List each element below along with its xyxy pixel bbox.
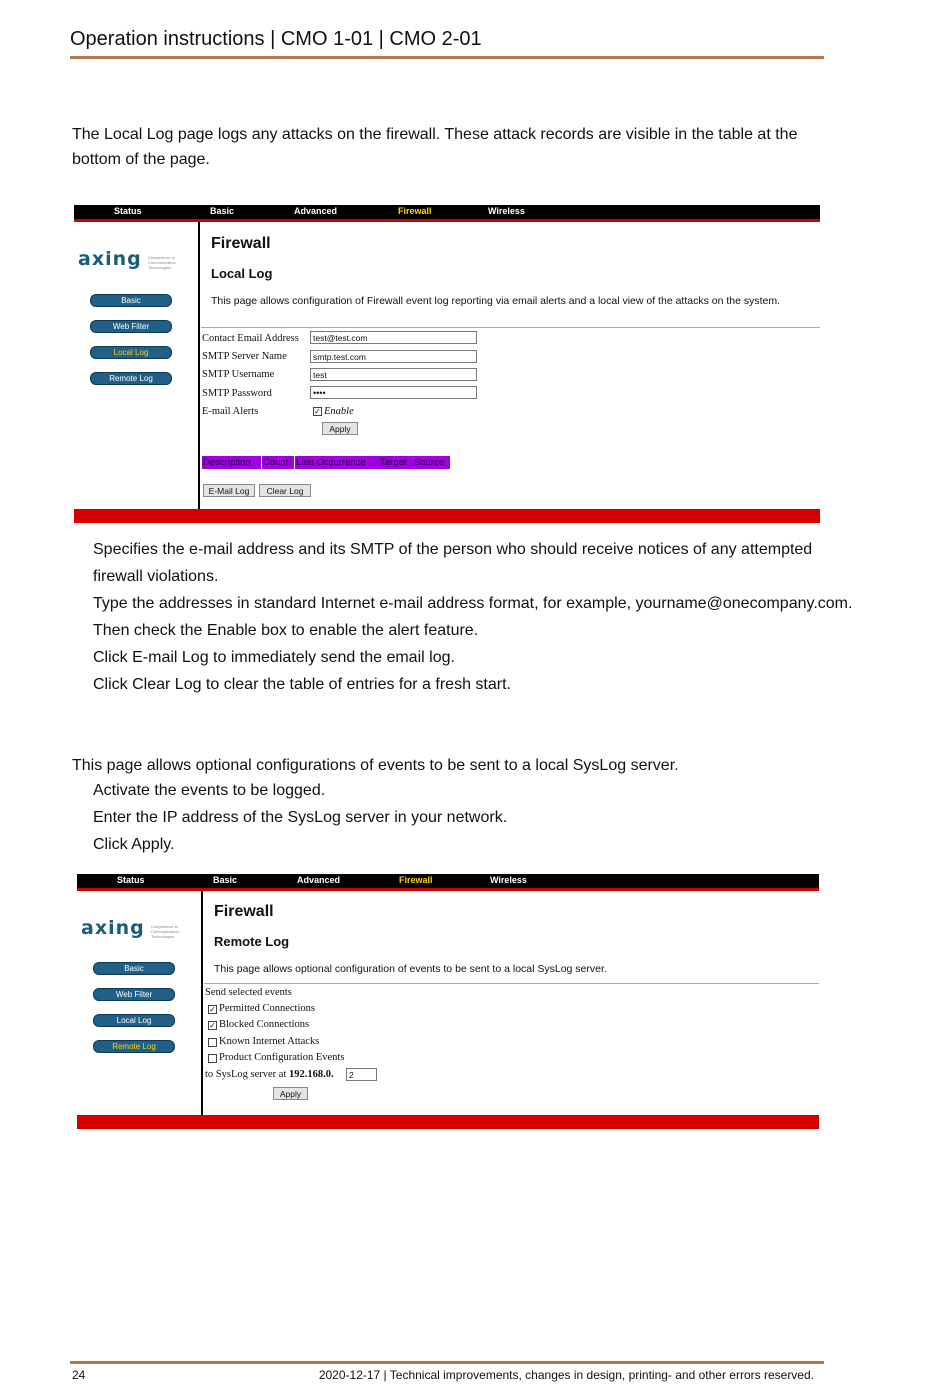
side-button-web-filter[interactable]: Web Filter <box>90 320 172 333</box>
logo-tagline: Competence in Communication Technologies <box>151 924 179 939</box>
email-log-button[interactable]: E-Mail Log <box>203 484 255 497</box>
col-last-occurrence: Last Occurrence <box>295 456 379 469</box>
nav-status[interactable]: Status <box>117 875 145 885</box>
header-rule <box>70 56 824 59</box>
col-source: Source <box>413 456 450 469</box>
blocked-label: Blocked Connections <box>219 1019 310 1030</box>
email-alerts-label: E-mail Alerts <box>202 406 259 417</box>
nav-firewall[interactable]: Firewall <box>398 206 432 216</box>
column-divider <box>198 222 200 523</box>
top-nav <box>77 874 819 888</box>
page-number: 24 <box>72 1368 86 1382</box>
smtp-server-label: SMTP Server Name <box>202 351 287 362</box>
screen-subtitle: Remote Log <box>214 934 290 949</box>
side-panel <box>77 891 201 1117</box>
apply-button[interactable]: Apply <box>273 1087 308 1100</box>
enable-checkbox[interactable]: ✓ <box>314 407 321 416</box>
log-table-header <box>202 456 502 469</box>
side-button-basic[interactable]: Basic <box>93 962 175 975</box>
screen-title: Firewall <box>214 903 274 920</box>
config-events-checkbox[interactable] <box>208 1054 217 1063</box>
axing-logo: axing <box>81 917 145 939</box>
contact-email-label: Contact Email Address <box>202 333 299 344</box>
smtp-password-label: SMTP Password <box>202 388 272 399</box>
side-button-local-log[interactable]: Local Log <box>90 346 172 359</box>
send-selected-label: Send selected events <box>205 987 292 998</box>
bottom-bar <box>74 509 820 523</box>
col-count: Count <box>262 456 294 469</box>
config-events-label: Product Configuration Events <box>219 1052 345 1063</box>
smtp-username-input[interactable]: test <box>310 368 477 381</box>
side-button-web-filter[interactable]: Web Filter <box>93 988 175 1001</box>
side-button-local-log[interactable]: Local Log <box>93 1014 175 1027</box>
logo-tagline: Competence in Communication Technologies <box>148 255 176 270</box>
page-footer <box>70 1361 824 1382</box>
permitted-label: Permitted Connections <box>219 1003 315 1014</box>
smtp-server-input[interactable]: smtp.test.com <box>310 350 477 363</box>
screen-description: This page allows optional configuration of events to be sent to a local SysLog server. <box>214 963 607 975</box>
intro-paragraph: The Local Log page logs any attacks on the firewall. These attack records are visible in the table at the bottom of the page. <box>72 126 798 168</box>
attacks-label: Known Internet Attacks <box>219 1036 320 1047</box>
step-line: Specifies the e-mail address and its SMTP of the person who should receive notices of any attempted <box>93 541 813 558</box>
nav-wireless[interactable]: Wireless <box>490 875 527 885</box>
local-log-screenshot <box>74 205 820 523</box>
nav-advanced[interactable]: Advanced <box>297 875 341 885</box>
permitted-checkbox[interactable]: ✓ <box>209 1005 216 1014</box>
smtp-username-label: SMTP Username <box>202 369 275 380</box>
col-target: Target <box>379 456 413 469</box>
screen-description: This page allows configuration of Firewall event log reporting via email alerts and a local view of the attacks on the system. <box>211 295 781 307</box>
step-line: Type the addresses in standard Internet e-mail address format, for example, yourname@onecompany.com. <box>93 595 853 612</box>
clear-log-button[interactable]: Clear Log <box>259 484 311 497</box>
step-line: Enter the IP address of the SysLog server in your network. <box>93 809 508 826</box>
syslog-ip-input[interactable]: 2 <box>346 1068 377 1081</box>
remote-log-steps <box>93 777 823 858</box>
section-divider <box>204 983 819 984</box>
axing-logo: axing <box>78 248 142 270</box>
document-title: Operation instructions | CMO 1-01 | CMO 2-01 <box>70 28 482 50</box>
page-header <box>70 28 824 51</box>
syslog-label <box>205 1069 334 1080</box>
remote-log-screenshot <box>77 874 819 1129</box>
step-line: Activate the events to be logged. <box>93 782 326 799</box>
syslog-prefix: to SysLog server at <box>205 1069 287 1080</box>
footer-rule <box>70 1361 824 1364</box>
enable-label: Enable <box>324 406 354 417</box>
screen-subtitle: Local Log <box>211 266 273 281</box>
syslog-ip-prefix: 192.168.0. <box>289 1069 334 1080</box>
top-nav <box>74 205 820 219</box>
side-button-remote-log[interactable]: Remote Log <box>93 1040 175 1053</box>
smtp-password-input[interactable]: •••• <box>310 386 477 399</box>
step-line: Click Apply. <box>93 836 175 853</box>
footer-note: 2020-12-17 | Technical improvements, changes in design, printing- and other errors reserved. <box>318 1368 814 1382</box>
nav-wireless[interactable]: Wireless <box>488 206 525 216</box>
nav-basic[interactable]: Basic <box>213 875 238 885</box>
apply-button[interactable]: Apply <box>322 422 358 435</box>
side-button-basic[interactable]: Basic <box>90 294 172 307</box>
contact-email-input[interactable]: test@test.com <box>310 331 477 344</box>
section-divider <box>201 327 820 328</box>
nav-advanced[interactable]: Advanced <box>294 206 338 216</box>
step-line: Then check the Enable box to enable the alert feature. <box>93 622 479 639</box>
remote-intro-paragraph: This page allows optional configurations of events to be sent to a local SysLog server. <box>72 757 679 774</box>
screen-title: Firewall <box>211 235 271 252</box>
side-panel <box>74 222 198 511</box>
bottom-bar <box>77 1115 819 1129</box>
step-line: Click E-mail Log to immediately send the email log. <box>93 649 455 666</box>
attacks-checkbox[interactable] <box>208 1038 217 1047</box>
local-log-steps <box>93 536 853 698</box>
blocked-checkbox[interactable]: ✓ <box>209 1021 216 1030</box>
nav-firewall[interactable]: Firewall <box>399 875 433 885</box>
step-line: Click Clear Log to clear the table of entries for a fresh start. <box>93 676 511 693</box>
nav-status[interactable]: Status <box>114 206 142 216</box>
nav-basic[interactable]: Basic <box>210 206 235 216</box>
step-line: firewall violations. <box>93 568 219 585</box>
col-description: Description <box>202 456 261 469</box>
side-button-remote-log[interactable]: Remote Log <box>90 372 172 385</box>
column-divider <box>201 891 203 1129</box>
